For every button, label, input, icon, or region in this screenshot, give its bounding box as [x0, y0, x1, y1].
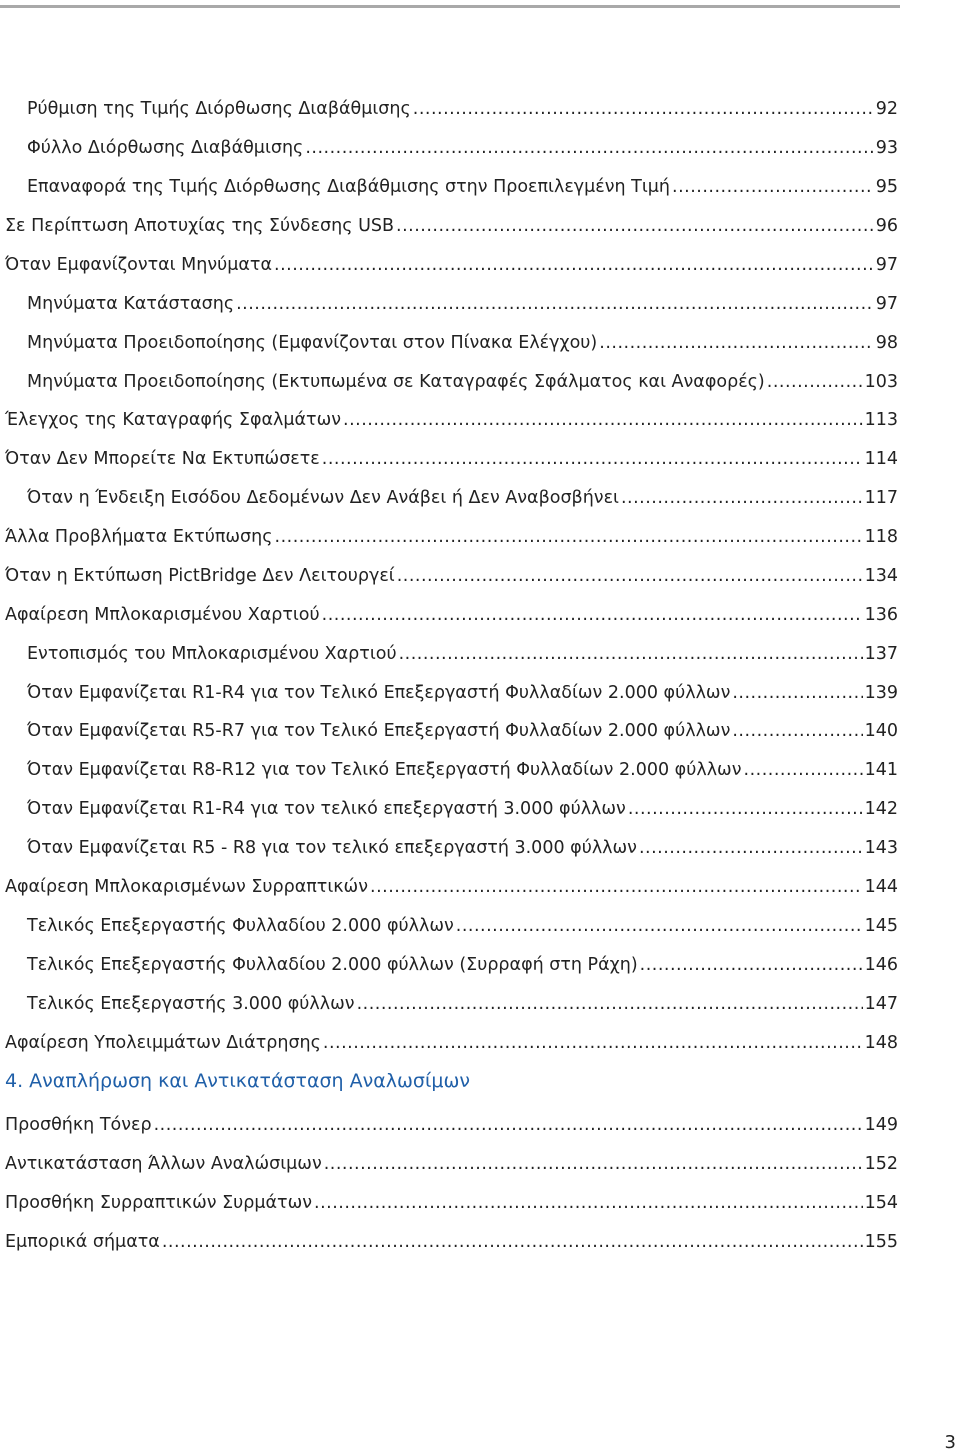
- toc-entry-title: Τελικός Επεξεργαστής Φυλλαδίου 2.000 φύλλων (Συρραφή στη Ράχη): [27, 955, 638, 975]
- toc-entry-title: Ρύθμιση της Τιμής Διόρθωσης Διαβάθμισης: [27, 99, 411, 119]
- toc-entry-title: Μηνύματα Προειδοποίησης (Εκτυπωμένα σε Καταγραφές Σφάλματος και Αναφορές): [27, 372, 765, 392]
- dot-leader: [639, 833, 863, 863]
- dot-leader: [397, 561, 863, 591]
- toc-entry-title: Όταν Εμφανίζεται R1-R4 για τον τελικό επεξεργαστή 3.000 φύλλων: [27, 799, 626, 819]
- dot-leader: [399, 639, 863, 669]
- toc-entry-page: 95: [875, 177, 898, 197]
- toc-entry[interactable]: [27, 950, 898, 980]
- toc-entry[interactable]: [27, 755, 898, 785]
- toc-entry-title: Όταν Εμφανίζεται R5-R7 για τον Τελικό Επεξεργαστή Φυλλαδίων 2.000 φύλλων: [27, 721, 731, 741]
- toc-entry-title: Φύλλο Διόρθωσης Διαβάθμισης: [27, 138, 304, 158]
- toc-entry-title: Όταν Εμφανίζονται Μηνύματα: [5, 255, 272, 275]
- toc-entry[interactable]: [27, 172, 898, 202]
- toc-entry[interactable]: [5, 1110, 898, 1140]
- dot-leader: [236, 289, 874, 319]
- toc-entry-title: Αφαίρεση Μπλοκαρισμένου Χαρτιού: [5, 605, 320, 625]
- dot-leader: [672, 172, 874, 202]
- dot-leader: [370, 872, 863, 902]
- toc-entry-page: 143: [864, 838, 898, 858]
- toc-entry-title: Σε Περίπτωση Αποτυχίας της Σύνδεσης USB: [5, 216, 394, 236]
- page-number: 3: [944, 1432, 956, 1453]
- toc-entry-page: 140: [864, 721, 898, 741]
- toc-entry[interactable]: [27, 989, 898, 1019]
- toc-entry-page: 117: [864, 488, 898, 508]
- toc-entry-title: Όταν Εμφανίζεται R8-R12 για τον Τελικό Επεξεργαστή Φυλλαδίων 2.000 φύλλων: [27, 760, 742, 780]
- toc-entry-page: 147: [864, 994, 898, 1014]
- toc-entry-page: 114: [864, 449, 898, 469]
- dot-leader: [322, 444, 863, 474]
- dot-leader: [357, 989, 863, 1019]
- dot-leader: [323, 1028, 863, 1058]
- toc-entry[interactable]: [5, 872, 898, 902]
- toc-entry-title: Εντοπισμός του Μπλοκαρισμένου Χαρτιού: [27, 644, 397, 664]
- dot-leader: [322, 600, 863, 630]
- toc-entry-page: 149: [864, 1115, 898, 1135]
- toc-entry[interactable]: [27, 678, 898, 708]
- toc-entry-page: 154: [864, 1193, 898, 1213]
- toc-entry-title: Μηνύματα Κατάστασης: [27, 294, 235, 314]
- toc-entry-page: 97: [875, 255, 898, 275]
- dot-leader: [628, 794, 863, 824]
- toc-entry-page: 93: [875, 138, 898, 158]
- dot-leader: [599, 328, 873, 358]
- toc-entry[interactable]: [5, 1028, 898, 1058]
- dot-leader: [275, 522, 863, 552]
- dot-leader: [456, 911, 863, 941]
- dot-leader: [621, 483, 863, 513]
- toc-entry[interactable]: [27, 133, 898, 163]
- toc-entry-title: Προσθήκη Τόνερ: [5, 1115, 152, 1135]
- toc-entry[interactable]: [5, 561, 898, 591]
- dot-leader: [767, 367, 863, 397]
- toc-entry-page: 155: [864, 1232, 898, 1252]
- toc-entry[interactable]: [27, 833, 898, 863]
- dot-leader: [162, 1227, 863, 1257]
- dot-leader: [640, 950, 863, 980]
- toc-entry-page: 141: [864, 760, 898, 780]
- toc-entry[interactable]: [5, 444, 898, 474]
- toc-entry-title: Μηνύματα Προειδοποίησης (Εμφανίζονται στον Πίνακα Ελέγχου): [27, 333, 598, 353]
- toc-entry-title: Άλλα Προβλήματα Εκτύπωσης: [5, 527, 273, 547]
- toc-entry-title: Προσθήκη Συρραπτικών Συρμάτων: [5, 1193, 312, 1213]
- toc-entry-page: 136: [864, 605, 898, 625]
- toc-entry[interactable]: [5, 405, 898, 435]
- toc-entry[interactable]: [5, 1227, 898, 1257]
- chapter-heading[interactable]: 4. Αναπλήρωση και Αντικατάσταση Αναλωσίμων: [5, 1070, 470, 1092]
- toc-entry-page: 146: [864, 955, 898, 975]
- toc-entry-title: Όταν Εμφανίζεται R5 - R8 για τον τελικό επεξεργαστή 3.000 φύλλων: [27, 838, 637, 858]
- toc-entry[interactable]: [27, 911, 898, 941]
- toc-entry-page: 145: [864, 916, 898, 936]
- toc-entry-page: 97: [875, 294, 898, 314]
- toc-entry[interactable]: [5, 522, 898, 552]
- toc-entry[interactable]: [5, 211, 898, 241]
- dot-leader: [305, 133, 873, 163]
- toc-entry[interactable]: [27, 367, 898, 397]
- toc-entry-page: 142: [864, 799, 898, 819]
- dot-leader: [343, 405, 863, 435]
- dot-leader: [744, 755, 863, 785]
- toc-entry[interactable]: [27, 716, 898, 746]
- toc-entry-title: Όταν Εμφανίζεται R1-R4 για τον Τελικό Επεξεργαστή Φυλλαδίων 2.000 φύλλων: [27, 683, 731, 703]
- toc-entry-title: Τελικός Επεξεργαστής 3.000 φύλλων: [27, 994, 355, 1014]
- dot-leader: [732, 678, 862, 708]
- toc-entry-page: 137: [864, 644, 898, 664]
- toc-entry-page: 103: [864, 372, 898, 392]
- toc-entry-page: 96: [875, 216, 898, 236]
- toc-entry-title: Εμπορικά σήματα: [5, 1232, 160, 1252]
- dot-leader: [274, 250, 874, 280]
- dot-leader: [413, 94, 874, 124]
- toc-entry-title: Όταν Δεν Μπορείτε Να Εκτυπώσετε: [5, 449, 320, 469]
- dot-leader: [396, 211, 874, 241]
- toc-entry-page: 98: [875, 333, 898, 353]
- toc-entry[interactable]: [27, 94, 898, 124]
- dot-leader: [732, 716, 862, 746]
- toc-entry-page: 152: [864, 1154, 898, 1174]
- toc-entry-title: Όταν η Εκτύπωση PictBridge Δεν Λειτουργεί: [5, 566, 395, 586]
- toc-entry-page: 118: [864, 527, 898, 547]
- toc-entry-page: 148: [864, 1033, 898, 1053]
- toc-entry-title: Επαναφορά της Τιμής Διόρθωσης Διαβάθμισης στην Προεπιλεγμένη Τιμή: [27, 177, 671, 197]
- toc-entry-page: 144: [864, 877, 898, 897]
- toc-entry[interactable]: [5, 250, 898, 280]
- toc-entry[interactable]: [27, 483, 898, 513]
- dot-leader: [154, 1110, 863, 1140]
- toc-entry[interactable]: [27, 328, 898, 358]
- toc-entry-title: Αφαίρεση Μπλοκαρισμένων Συρραπτικών: [5, 877, 368, 897]
- toc-entry-title: Αφαίρεση Υπολειμμάτων Διάτρησης: [5, 1033, 321, 1053]
- toc-entry-page: 113: [864, 410, 898, 430]
- toc-entry[interactable]: [5, 600, 898, 630]
- toc-entry-page: 92: [875, 99, 898, 119]
- toc-entry-title: Όταν η Ένδειξη Εισόδου Δεδομένων Δεν Ανάβει ή Δεν Αναβοσβήνει: [27, 488, 619, 508]
- toc-entry-title: Τελικός Επεξεργαστής Φυλλαδίου 2.000 φύλλων: [27, 916, 454, 936]
- toc-entry[interactable]: [5, 1188, 898, 1218]
- toc-entry[interactable]: [27, 794, 898, 824]
- toc-entry-page: 139: [864, 683, 898, 703]
- toc-entry-title: Έλεγχος της Καταγραφής Σφαλμάτων: [5, 410, 342, 430]
- toc-entry[interactable]: [5, 1149, 898, 1179]
- dot-leader: [324, 1149, 863, 1179]
- toc-entry[interactable]: [27, 639, 898, 669]
- toc-entry[interactable]: [27, 289, 898, 319]
- dot-leader: [314, 1188, 863, 1218]
- toc-entry-page: 134: [864, 566, 898, 586]
- toc-entry-title: Αντικατάσταση Άλλων Αναλώσιμων: [5, 1154, 322, 1174]
